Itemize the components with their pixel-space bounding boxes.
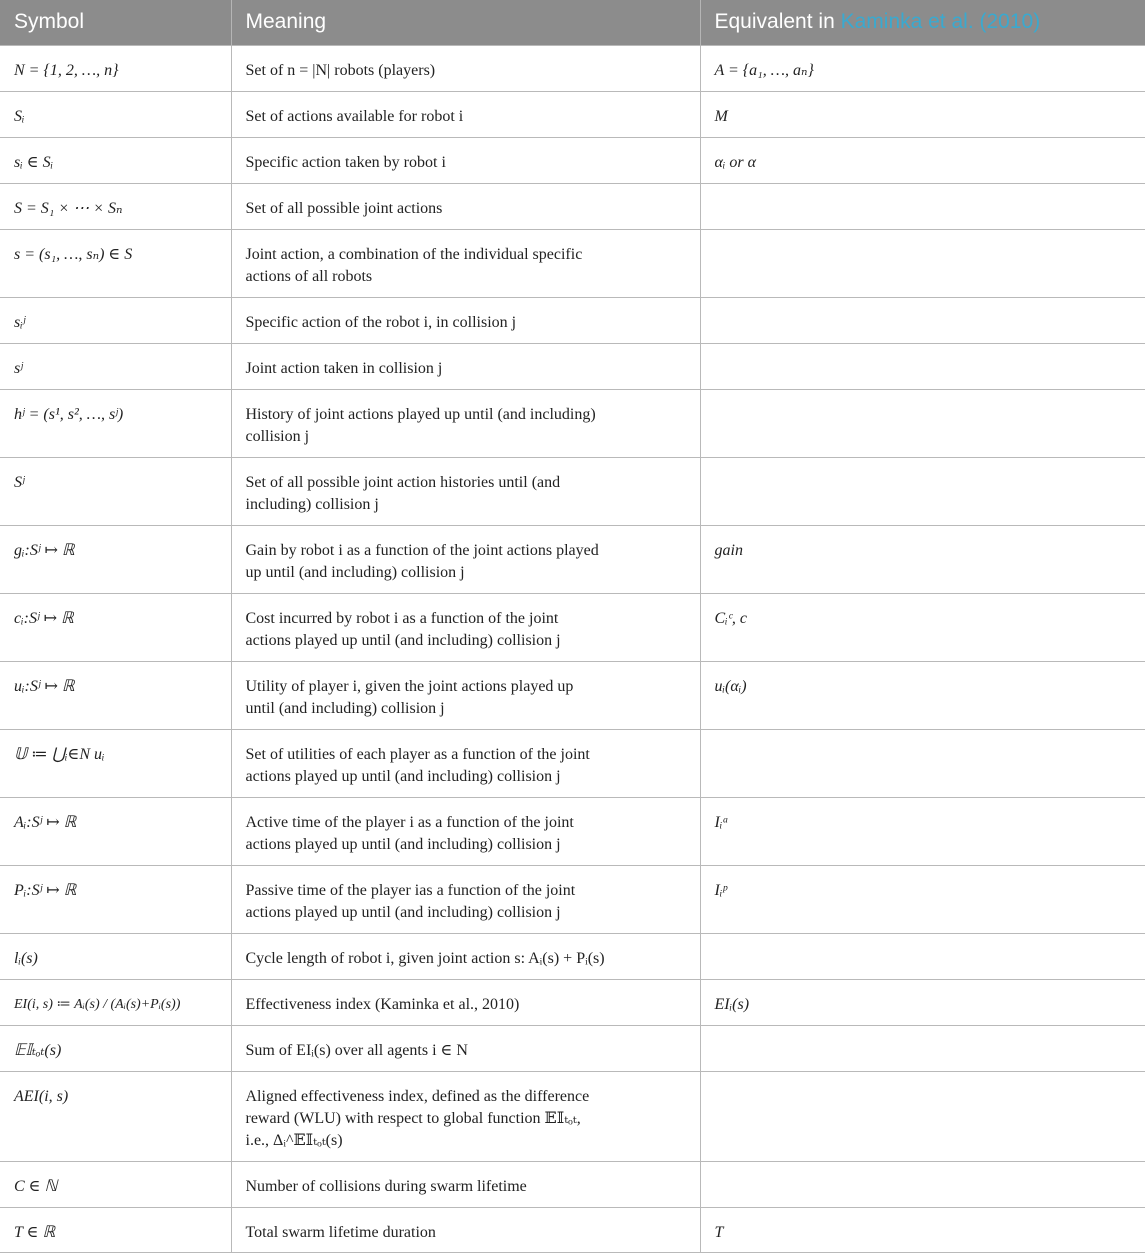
symbol-cell: C ∈ ℕ	[0, 1161, 231, 1207]
meaning-cell: Specific action taken by robot i	[231, 137, 700, 183]
symbol-cell: gᵢ:Sʲ ↦ ℝ	[0, 525, 231, 593]
meaning-cell: Specific action of the robot i, in collision j	[231, 297, 700, 343]
symbol-cell: sʲ	[0, 343, 231, 389]
equivalent-cell: M	[700, 91, 1145, 137]
equivalent-cell: uᵢ(αᵢ)	[700, 661, 1145, 729]
equivalent-cell: Cᵢᶜ, c	[700, 593, 1145, 661]
table-row	[0, 137, 1145, 183]
equivalent-cell: Iᵢᵖ	[700, 865, 1145, 933]
equivalent-cell: gain	[700, 525, 1145, 593]
meaning-cell: Utility of player i, given the joint actions played up until (and including) collision j	[231, 661, 700, 729]
table-row	[0, 1161, 1145, 1207]
equivalent-cell: EIᵢ(s)	[700, 979, 1145, 1025]
symbol-cell: hʲ = (s¹, s², …, sʲ)	[0, 389, 231, 457]
meaning-cell: History of joint actions played up until (and including) collision j	[231, 389, 700, 457]
meaning-cell: Sum of EIᵢ(s) over all agents i ∈ N	[231, 1025, 700, 1071]
table-row	[0, 979, 1145, 1025]
equivalent-cell	[700, 1071, 1145, 1161]
equivalent-cell	[700, 297, 1145, 343]
meaning-cell: Effectiveness index (Kaminka et al., 2010)	[231, 979, 700, 1025]
meaning-cell: Gain by robot i as a function of the joint actions played up until (and including) collision j	[231, 525, 700, 593]
symbol-cell: uᵢ:Sʲ ↦ ℝ	[0, 661, 231, 729]
symbol-cell: cᵢ:Sʲ ↦ ℝ	[0, 593, 231, 661]
table-row	[0, 797, 1145, 865]
symbol-cell: lᵢ(s)	[0, 933, 231, 979]
symbol-cell: N = {1, 2, …, n}	[0, 45, 231, 91]
equivalent-cell: A = {a₁, …, aₙ}	[700, 45, 1145, 91]
table-row	[0, 457, 1145, 525]
header-row	[0, 0, 1145, 45]
table-row	[0, 45, 1145, 91]
meaning-cell: Cycle length of robot i, given joint action s: Aᵢ(s) + Pᵢ(s)	[231, 933, 700, 979]
meaning-cell: Joint action, a combination of the individual specific actions of all robots	[231, 229, 700, 297]
table-row	[0, 1207, 1145, 1252]
meaning-cell: Total swarm lifetime duration	[231, 1207, 700, 1252]
meaning-cell: Number of collisions during swarm lifetime	[231, 1161, 700, 1207]
meaning-cell: Set of all possible joint actions	[231, 183, 700, 229]
table-row	[0, 1025, 1145, 1071]
equivalent-cell	[700, 389, 1145, 457]
symbol-cell: sᵢʲ	[0, 297, 231, 343]
equivalent-cell	[700, 1025, 1145, 1071]
equivalent-cell: αᵢ or α	[700, 137, 1145, 183]
equivalent-cell: T	[700, 1207, 1145, 1252]
table-row	[0, 91, 1145, 137]
symbol-cell: Sᵢ	[0, 91, 231, 137]
meaning-cell: Joint action taken in collision j	[231, 343, 700, 389]
symbol-cell: 𝕌 ≔ ⋃ᵢ∈N uᵢ	[0, 729, 231, 797]
table-row	[0, 1071, 1145, 1161]
symbol-cell: AEI(i, s)	[0, 1071, 231, 1161]
equivalent-cell	[700, 729, 1145, 797]
symbol-cell: T ∈ ℝ	[0, 1207, 231, 1252]
table-row	[0, 525, 1145, 593]
equivalent-cell	[700, 1161, 1145, 1207]
table-row	[0, 865, 1145, 933]
header-symbol: Symbol	[0, 0, 231, 45]
equivalent-cell	[700, 457, 1145, 525]
table-row	[0, 933, 1145, 979]
header-equivalent	[700, 0, 1145, 45]
equivalent-cell	[700, 229, 1145, 297]
equivalent-cell	[700, 343, 1145, 389]
symbol-cell: s = (s₁, …, sₙ) ∈ S	[0, 229, 231, 297]
symbol-cell: sᵢ ∈ Sᵢ	[0, 137, 231, 183]
symbol-cell: Sʲ	[0, 457, 231, 525]
meaning-cell: Aligned effectiveness index, defined as the difference reward (WLU) with respect to global function 𝔼𝕀ₜₒₜ, i.e., Δᵢ^𝔼𝕀ₜₒₜ(s)	[231, 1071, 700, 1161]
equivalent-cell: Iᵢᵃ	[700, 797, 1145, 865]
table-row	[0, 183, 1145, 229]
table-row	[0, 229, 1145, 297]
table-row	[0, 389, 1145, 457]
equivalent-cell	[700, 183, 1145, 229]
symbol-cell: Pᵢ:Sʲ ↦ ℝ	[0, 865, 231, 933]
meaning-cell: Active time of the player i as a function of the joint actions played up until (and including) collision j	[231, 797, 700, 865]
symbol-cell: Aᵢ:Sʲ ↦ ℝ	[0, 797, 231, 865]
symbol-cell: 𝔼𝕀ₜₒₜ(s)	[0, 1025, 231, 1071]
meaning-cell: Set of all possible joint action histories until (and including) collision j	[231, 457, 700, 525]
table-row	[0, 661, 1145, 729]
header-equivalent-prefix: Equivalent in	[714, 10, 841, 34]
meaning-cell: Set of actions available for robot i	[231, 91, 700, 137]
table-row	[0, 297, 1145, 343]
meaning-cell: Passive time of the player ias a function of the joint actions played up until (and including) collision j	[231, 865, 700, 933]
table-row	[0, 593, 1145, 661]
meaning-cell: Set of utilities of each player as a function of the joint actions played up until (and including) collision j	[231, 729, 700, 797]
symbol-cell: EI(i, s) ≔ Aᵢ(s) / (Aᵢ(s)+Pᵢ(s))	[0, 979, 231, 1025]
header-meaning: Meaning	[231, 0, 700, 45]
symbol-cell: S = S₁ × ⋯ × Sₙ	[0, 183, 231, 229]
equivalent-cell	[700, 933, 1145, 979]
table-row	[0, 343, 1145, 389]
meaning-cell: Set of n = |N| robots (players)	[231, 45, 700, 91]
header-equivalent-ref-link[interactable]: Kaminka et al. (2010)	[840, 10, 1041, 34]
meaning-cell: Cost incurred by robot i as a function of the joint actions played up until (and including) collision j	[231, 593, 700, 661]
table-row	[0, 729, 1145, 797]
